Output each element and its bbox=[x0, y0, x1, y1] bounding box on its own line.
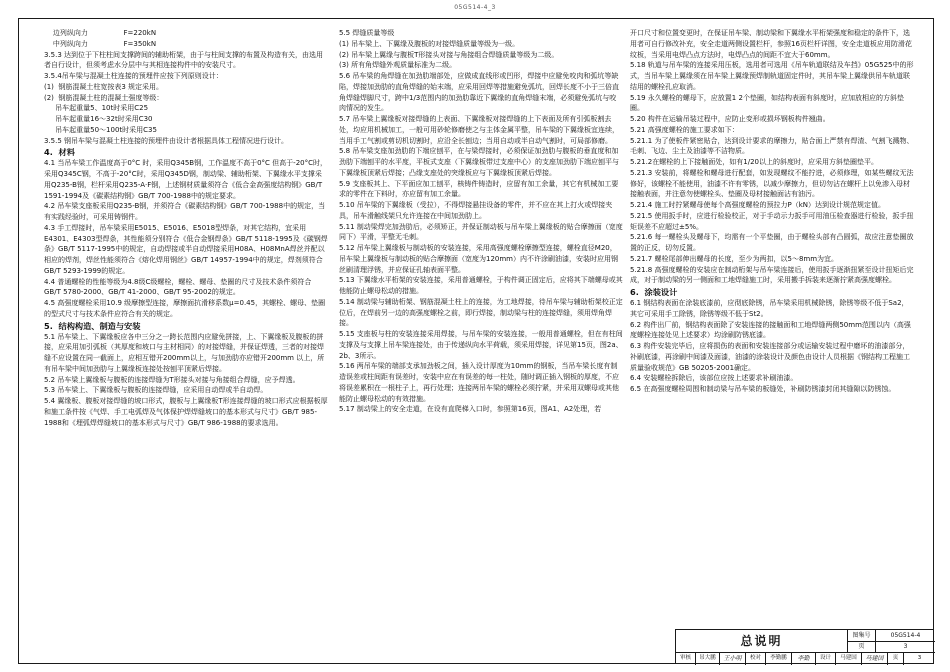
paragraph: (2) 钢筋混凝土柱的混凝土强度等级： bbox=[44, 93, 164, 102]
page-number: 3 bbox=[876, 642, 935, 653]
title-block bbox=[675, 629, 934, 664]
text-column-1 bbox=[44, 28, 328, 428]
paragraph: 5.20 构件在运输吊装过程中，应防止变形或损坏钢板构件翘曲。 bbox=[630, 115, 830, 123]
paragraph: 5.7 吊车梁上翼缘板对接焊缝的上表面、下翼缘板对接焊缝的上下表面及所有引弧板割去处，均应用机械加工，一般可用砂轮修磨使之与主体金属平整，吊车梁的下翼缘板宜连续，当用手工气割或剪切机切割时，应沿全长刨边；当用自动或半自动气割时，可局部修磨。 bbox=[339, 115, 619, 145]
paragraph: (2) 吊车梁上翼缘与腹板T形接头对接与角接组合焊缝质量等级为二级。 bbox=[339, 50, 559, 59]
paragraph: 4.4 普通螺栓的性能等级为4.8级C级螺栓，螺栓、螺母、垫圈的尺寸及技术条件须符合GB/T 5780-2000、GB/T 41-2000、GB/T 95-2002的规定。 bbox=[44, 277, 312, 297]
drawing-title: 总说明 bbox=[676, 630, 848, 653]
paragraph: 吊车起重量50～100t时采用C35 bbox=[44, 125, 157, 134]
paragraph: (1) 钢筋混凝土柱宽按表3 规定采用。 bbox=[44, 82, 164, 91]
paragraph: 6.2 构件出厂前，钢结构表面除了安装连接的接触面和工地焊缝两侧50mm范围以内（高强度螺栓连接处见上述要求）均涂刷防锈底漆。 bbox=[630, 320, 911, 340]
designer-signature: 马建国 bbox=[862, 653, 888, 665]
page-number-bottom: 3 bbox=[917, 655, 922, 661]
paragraph: 5.6 吊车梁的角焊缝在加劲肋端部处，应做成直线形或凹形，焊接中应避免咬肉和弧坑等缺陷，焊接加劲肋的直角焊缝的始末端，应采用回焊等措施避免弧坑，回焊长度不小于三倍直角焊缝焊脚尺寸，跨中1/3范围内的加劲肋靠近下翼缘的直角焊缝末端，必须避免弧坑与咬肉情况的发生。 bbox=[339, 72, 619, 113]
paragraph: 5.4 翼缘板、腹板对接焊缝的坡口形式，腹板与上翼缘板T形连接焊缝的坡口形式应根据板厚和施工条件按《气焊、手工电弧焊及气体保护焊焊缝坡口的基本形式与尺寸》GB/T 985-1988和《埋弧焊焊缝坡口的基本形式与尺寸》GB/T 986-1988的要求选用。 bbox=[44, 397, 328, 427]
paragraph: (3) 所有角焊缝外观质量标准为二级。 bbox=[339, 61, 457, 70]
paragraph: (1) 吊车梁上、下翼缘及腹板的对接焊缝质量等级为一级。 bbox=[339, 39, 520, 48]
paragraph: 5.15 支座板与柱的安装连接采用焊接，与吊车梁的安装连接，一般用普通螺栓，但在有柱间支撑及与支撑上吊车梁连接处，由于传递纵向水平荷载，须采用焊接，详见第15页，图2a、2b、3所示。 bbox=[339, 330, 623, 360]
paragraph: 5.21.4 施工时拧紧螺母使每个高强度螺栓的预拉力P（kN）达到设计规范规定值。 bbox=[630, 201, 886, 209]
paragraph: 5.3 吊车梁上、下翼缘板与腹板的连接焊缝，应采用自动焊或半自动焊。 bbox=[44, 386, 268, 395]
paragraph: 边列纵向力 F=220kN bbox=[44, 29, 157, 37]
paragraph: 吊车起重量16～32t时采用C30 bbox=[44, 115, 153, 123]
paragraph: 5.1 吊车梁上、下翼缘板应各中三分之一跨长范围内应避免拼接，上、下翼缘板及腹板的拼接，应采用加引弧板（其厚度和坡口与主材相同）的对接焊缝，并保证焊透，三者的对接焊缝不应设置在同一截面上，应相互错开200mm以上，与加劲肋亦应错开200mm 以上，所有吊车梁中间加劲肋与上翼缘板连接处按刨平顶紧后焊接。 bbox=[44, 332, 325, 373]
signature-row bbox=[676, 653, 935, 665]
design-label: 设计 bbox=[816, 653, 836, 665]
paragraph: 4.3 手工焊接时，吊车梁采用E5015、E5016、E5018型焊条，对其它结构，宜采用E4301、E4303型焊条，其性能须分别符合《低合金钢焊条》GB/T 5118-1995及《碳钢焊条》GB/T 5117-1995中的规定，自动焊接或半自动焊接采用H08A、H08MnA焊丝并配以相应的焊剂，焊丝性能须符合《熔化焊用钢丝》GB/T 14957-1994中的规定，焊剂须符合GB/T 5293-1999的规定。 bbox=[44, 223, 328, 275]
paragraph: 6.4 安装螺栓拆除后，该部位应按上述要求补刷油漆。 bbox=[630, 374, 798, 383]
paragraph: 5.17 制动梁上的安全走道，在设有直爬梯入口时，参照第16页，图A1、A2处理，若 bbox=[339, 405, 602, 414]
checker-signature: 李勤 bbox=[792, 653, 816, 665]
page-label-bottom: 页 bbox=[888, 653, 904, 665]
paragraph: 5.9 支座板其上、下平面应加工刨平，核铸件铸造时，应留有加工余量，其它有机械加工要求的零件在下料时，亦应留有加工余量。 bbox=[339, 179, 619, 199]
reviewer-signature: 王小明 bbox=[720, 653, 746, 665]
paragraph: 6.5 在高强度螺栓周围和制动梁与吊车梁的板缝处，补刷防锈漆封闭其缝隙以防锈蚀。 bbox=[630, 385, 896, 393]
paragraph: 3.5.3 达到位于下柱柱间支撑跨间的辅助桁架，由于与柱间支撑的布置及构造有关，由选用者自行设计，但须考虑水分层中与其相连接构件中的安装尺寸。 bbox=[44, 50, 324, 70]
page-label: 页 bbox=[848, 642, 876, 653]
text-column-2 bbox=[339, 28, 623, 415]
paragraph: 5.5 焊缝质量等级 bbox=[339, 29, 395, 37]
paragraph: 开口尺寸和位置变更时，在保证吊车梁、制动梁和下翼缘水平桁架强度和稳定的条件下，选用者可自行修改补充，安全走道两侧设置栏杆，参照16页栏杆详图，安全走道板应用防滑花纹板，当采用电焊凸点方法时，电焊凸点的间距不宜大于60mm。 bbox=[630, 29, 912, 59]
text-column-3 bbox=[630, 28, 914, 395]
paragraph: 4.2 吊车梁支座板采用Q235-B钢，并须符合《碳素结构钢》GB/T 700-1988中的规定，当有实践经验时，可采用铸钢件。 bbox=[44, 202, 326, 221]
paragraph: 5.21.2在螺栓的上下接触面处，如有1/20以上的斜度时，应采用方斜垫圈垫平。 bbox=[630, 158, 878, 166]
document-id: 05G514-4_3 bbox=[454, 4, 496, 11]
section-heading: 5. 结构构造、制造与安装 bbox=[44, 320, 141, 331]
section-heading: 4. 材料 bbox=[44, 147, 75, 158]
section-heading: 6. 涂装设计 bbox=[630, 287, 678, 297]
paragraph: 5.21.1 为了使板件紧密贴合，达到设计要求的摩擦力，贴合面上严禁有焊渣、气割飞溅物、毛刺、飞边、尘土及油漆等不洁物质。 bbox=[630, 136, 914, 156]
paragraph: 5.11 制动梁焊完加劲肋后，必须矫正，并保证制动板与吊车梁上翼缘板的贴合摩擦面（宽度同下）平滑，平整无毛刺。 bbox=[339, 222, 623, 242]
atlas-number: 05G514-4 bbox=[876, 630, 935, 642]
paragraph: 3.5.5 钢吊车梁与混凝土柱连接的预埋件由设计者根据具体工程情况进行设计。 bbox=[44, 136, 289, 145]
reviewer-name: 吊大鹏 bbox=[696, 653, 720, 665]
paragraph: 5.16 两吊车梁的端部支承加劲板之间，插入设计厚度为10mm的钢板，当吊车梁长度有制造误差或柱间距有误差时，安装中应在有误差的每一柱处，随时调正插入钢板的厚度，不应将误差累积在一根柱子上，再行处理；连接两吊车梁的螺栓必须拧紧，并采用双螺母或其他能防止螺母松动的有效措施。 bbox=[339, 362, 619, 403]
paragraph: 吊车起重量5、10t时采用C25 bbox=[44, 104, 149, 113]
paragraph: 4.1 当吊车梁工作温度高于0°C 时，采用Q345B钢，工作温度不高于0°C 但高于-20°C时，采用Q345C钢，不高于-20°C时，采用Q345D钢，制动梁、辅助桁架、下翼缘水平支撑采用Q235-B钢，栏杆采用Q235-A·F钢，上述钢材质量须符合《低合金高强度结构钢》GB/T 1591-1994及《碳素结构钢》GB/T 700-1988中的规定要求。 bbox=[44, 159, 327, 200]
paragraph: 5.2 吊车梁上翼缘板与腹板的连接焊缝为T形接头对接与角接组合焊缝，应予焊透。 bbox=[44, 375, 300, 384]
paragraph: 5.8 吊车梁支座加劲肋的下端应刨平，在与梁焊接时，必须保证加劲肋与腹板的垂直度和加劲肋下端刨平的水平度，平板式支座（下翼缘板带过支座中心）的支座加劲肋下端应刨平与下翼缘板顶紧后焊接；凸缘支座处的突缘板应与下翼缘板顶紧后焊接。 bbox=[339, 147, 619, 177]
check-label: 校对 bbox=[746, 653, 766, 665]
paragraph: 5.21.7 螺栓尾部伸出螺母的长度，至少为两扣，以5～8mm为宜。 bbox=[630, 254, 839, 263]
paragraph: 6.1 钢结构表面在涂装底漆前，应彻底除锈，吊车梁采用机械除锈，除锈等级不低于Sa2，其它可采用手工除锈，除锈等级不低于St2。 bbox=[630, 299, 909, 318]
paragraph: 5.21.8 高强度螺栓的安装应在制动桁架与吊车梁连接后，使用扳手逐渐扭紧至设计扭矩后完成，对于制动梁的另一侧面和工地焊缝施工时，采用搬手拆装来逐渐拧紧高强度螺栓。 bbox=[630, 265, 914, 285]
checker-name: 李勤鹏 bbox=[766, 653, 792, 665]
paragraph: 5.14 制动梁与辅助桁架、钢筋混凝土柱上的连接，为工地焊接，待吊车梁与辅助桁架校正定位后，在焊前另一边的高强度螺栓之前，即行焊接，制动梁与柱的连接焊缝，须用焊角焊接。 bbox=[339, 297, 623, 328]
paragraph: 6.3 构件安装完毕后，应将损伤的表面和安装连接部分或运输安装过程中磨坏的油漆部分，补刷底漆，再涂刷中间漆及面漆，油漆的涂装设计及颜色由设计人员根据《钢结构工程施工质量验收规范》GB 50205-2001确定。 bbox=[630, 342, 910, 372]
paragraph: 5.13 下翼缘水平桁架的安装连接，采用普通螺栓，于构件调正固定后，应将其下端螺母或其他能防止螺母松动的措施。 bbox=[339, 276, 623, 295]
paragraph: 5.19 永久螺栓的螺母下，应放置1 2个垫圈，如结构表面有斜度时，应加放相应的方斜垫圈。 bbox=[630, 93, 904, 113]
paragraph: 5.21.5 使用扳手时，应进行检验校正，对于手动示力扳手可用油压检查器进行检验，扳手扭矩误差不应超过±5%。 bbox=[630, 211, 914, 231]
paragraph: 3.5.4吊车梁与混凝土柱连接的预埋件应按下列原则设计： bbox=[44, 72, 223, 80]
paragraph: 5.12 吊车梁上翼缘板与制动板的安装连接，采用高强度螺栓摩擦型连接，螺栓直径M20，吊车梁上翼缘板与制动板的贴合摩擦面（宽度为120mm）内不许涂刷油漆，安装时应用钢丝刷清理浮锈，并应保证孔轴表面平整。 bbox=[339, 244, 618, 274]
paragraph: 中列纵向力 F=350kN bbox=[44, 39, 157, 48]
paragraph: 5.21.3 安装前，将螺栓和螺母进行配套，如发现螺纹不能拧进，必须修理，如某些螺纹无法修好，该螺栓不能使用，油漆不许有零锈，以减少摩擦力，但切勿沾在螺杆上以免渗入母材接触表面，并注意勿使螺栓头、垫圈及母材接触面沾有油污。 bbox=[630, 168, 914, 199]
paragraph: 4.5 高强度螺栓采用10.9 级摩擦型连接，摩擦面抗滑移系数μ=0.45，其螺栓、螺母、垫圈的型式尺寸与技术条件应符合有关的规定。 bbox=[44, 299, 326, 318]
designer-name: 马建国 bbox=[836, 653, 862, 665]
paragraph: 5.21 高强度螺栓的施工要求如下： bbox=[630, 125, 739, 134]
atlas-label: 图集号 bbox=[848, 630, 876, 642]
review-label: 审核 bbox=[676, 653, 696, 665]
paragraph: 5.21.6 每一螺栓头及螺母下，均需有一个平垫圈，由于螺栓头部有凸圆弧，故应注意垫圈放置的正反，切勿反置。 bbox=[630, 233, 914, 252]
paragraph: 5.10 吊车梁的下翼缘板（受拉），不得焊接悬挂设备的零件，并不应在其上打火或焊接夹具，吊车滑触线架只允许连接在中间加劲肋上。 bbox=[339, 201, 613, 220]
paragraph: 5.18 轨道与吊车梁的连接采用压板，选用者可选用《吊车轨道联结及车挡》05G525中的形式，当吊车梁上翼缘须在吊车梁上翼缘预焊制轨道固定件时，其吊车梁上翼缘供吊车轨道联结用的螺栓孔应取消。 bbox=[630, 61, 914, 91]
